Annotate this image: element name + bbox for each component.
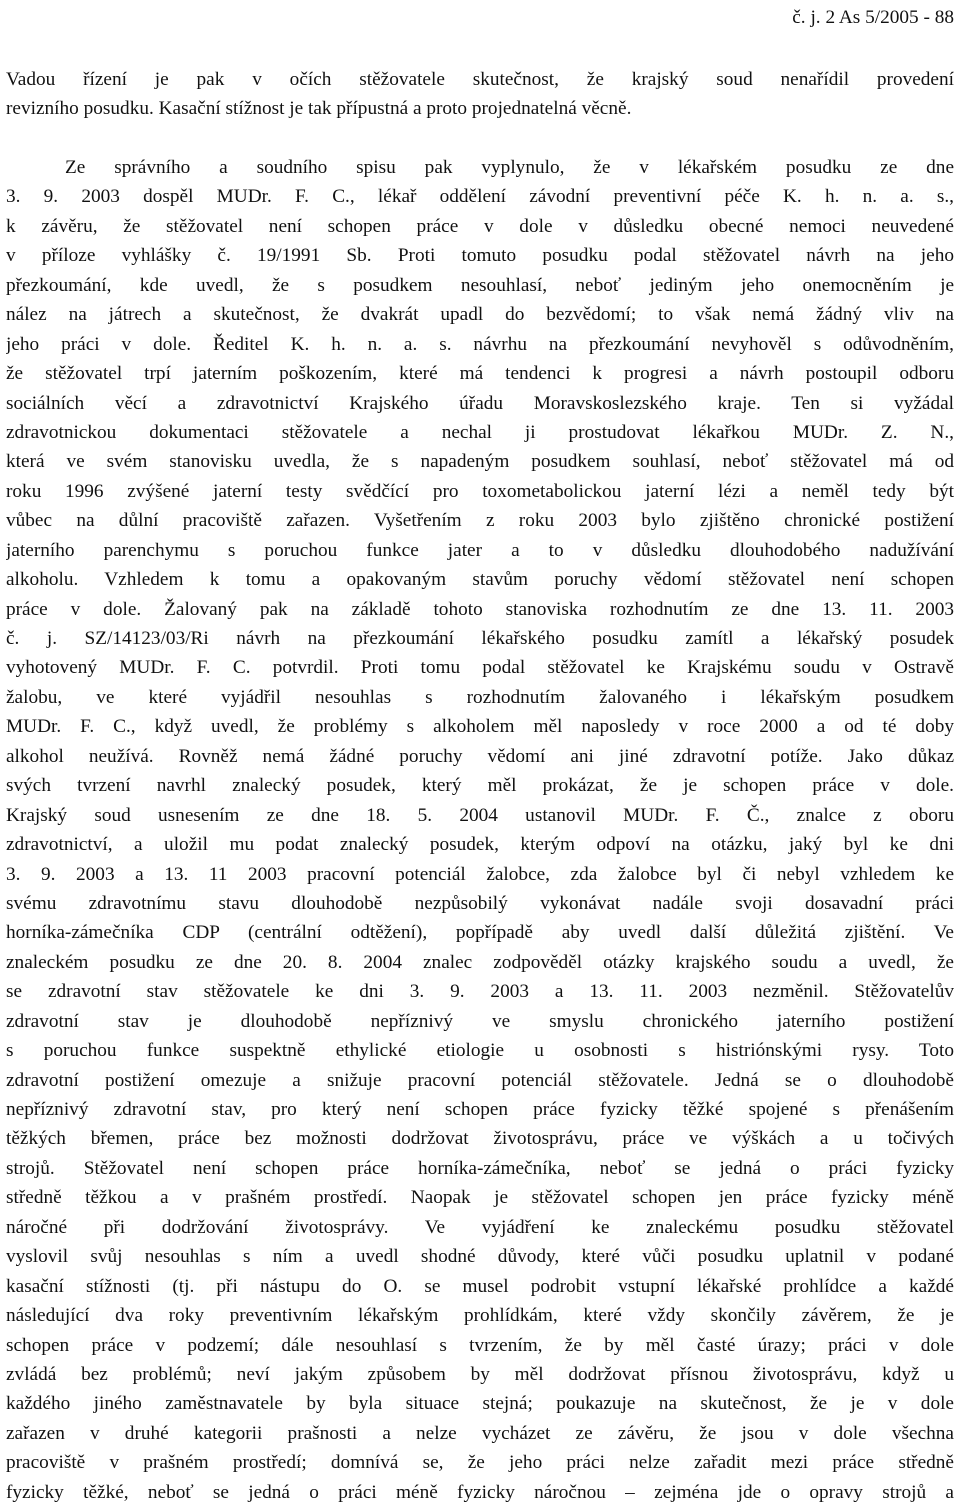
text-line: 3. 9. 2003 dospěl MUDr. F. C., lékař oddělení závodní preventivní péče K. h. n. a. s., — [6, 186, 954, 208]
text-line: Vadou řízení je pak v očích stěžovatele skutečnost, že krajský soud nenařídil provedení — [6, 69, 954, 90]
text-line: že stěžovatel trpí jaterním poškozením, které má tendenci k progresi a návrh postoupil odboru — [6, 363, 954, 385]
text-line: k závěru, že stěžovatel není schopen práce v dole v důsledku obecné nemoci neuvedené — [6, 215, 954, 237]
text-line: schopen práce v podzemí; dále nesouhlasí s tvrzením, že by měl časté úrazy; práci v dole — [6, 1334, 954, 1356]
text-line: těžkých břemen, práce bez možnosti dodržovat životosprávu, práce ve výškách a u točivých — [6, 1128, 954, 1150]
text-line: revizního posudku. Kasační stížnost je tak přípustná a proto projednatelná věcně. — [6, 98, 632, 120]
text-line: práce v dole. Žalovaný pak na základě tohoto stanoviska rozhodnutím ze dne 13. 11. 2003 — [6, 598, 954, 620]
text-line: jeho práci v dole. Ředitel K. h. n. a. s. návrhu na přezkoumání nevyhověl s odůvodněním, — [6, 333, 954, 355]
text-line: nález na játrech a skutečnost, že dvakrát upadl do bezvědomí; to však nemá žádný vliv na — [6, 304, 954, 326]
text-line: jaterního parenchymu s poruchou funkce jater a to v důsledku dlouhodobého nadužívání — [6, 539, 954, 561]
text-line: zdravotní stav je dlouhodobě nepříznivý ve smyslu chronického jaterního postižení — [6, 1010, 954, 1032]
text-line: strojů. Stěžovatel není schopen práce horníka-zámečníka, neboť se jedná o práci fyzicky — [6, 1157, 954, 1179]
text-line: středně těžkou a v prašném prostředí. Naopak je stěžovatel schopen jen práce fyzicky méně — [6, 1187, 954, 1209]
text-line: každého jiného zaměstnavatele by byla situace stejná; poukazuje na skutečnost, že je v dole — [6, 1393, 954, 1415]
text-line: zdravotnictví, a uložil mu podat znalecký posudek, kterým odpoví na otázku, jaký byl ke dni — [6, 834, 954, 856]
paragraph-2 — [6, 153, 954, 1507]
text-line: svých tvrzení navrhl znalecký posudek, který měl prokázat, že je schopen práce v dole. — [6, 775, 954, 797]
text-line: nepříznivý zdravotní stav, pro který není schopen práce fyzicky těžké spojené s přenášením — [6, 1099, 954, 1120]
text-line: 3. 9. 2003 a 13. 11 2003 pracovní potenciál žalobce, zda žalobce byl či nebyl vzhledem ke — [6, 863, 954, 885]
text-line: se zdravotní stav stěžovatele ke dni 3. 9. 2003 a 13. 11. 2003 nezměnil. Stěžovatelův — [6, 981, 954, 1003]
text-line: žalobu, ve které vyjádřil nesouhlas s rozhodnutím žalovaného i lékařským posudkem — [6, 686, 954, 708]
text-line: č. j. SZ/14123/03/Ri návrh na přezkoumání lékařského posudku zamítl a lékařský posudek — [6, 628, 954, 649]
case-number-header: č. j. 2 As 5/2005 - 88 — [792, 7, 954, 28]
text-line: zvládá bez problémů; neví jakým způsobem by měl dodržovat přísnou životosprávu, když u — [6, 1363, 954, 1385]
text-line: vyhotovený MUDr. F. C. potvrdil. Proti tomu podal stěžovatel ke Krajskému soudu v Ostravě — [6, 657, 954, 679]
text-line: zdravotnickou dokumentaci stěžovatele a nechal ji prostudovat lékařkou MUDr. Z. N., — [6, 421, 954, 443]
text-line: vůbec na důlní pracoviště zařazen. Vyšetřením z roku 2003 bylo zjištěno chronické postižení — [6, 510, 954, 532]
text-line: sociálních věcí a zdravotnictví Krajského úřadu Moravskoslezského kraje. Ten si vyžádal — [6, 392, 954, 414]
text-line: kasační stížnosti (tj. při nástupu do O. se musel podrobit vstupní lékařské prohlídce a každé — [6, 1275, 954, 1297]
text-line: znaleckém posudku ze dne 20. 8. 2004 znalec zodpověděl otázky krajského soudu a uvedl, že — [6, 951, 954, 973]
text-line: zařazen v druhé kategorii prašnosti a nelze vycházet ze závěru, že jsou v dole všechna — [6, 1422, 954, 1444]
text-line: MUDr. F. C., když uvedl, že problémy s alkoholem měl naposledy v roce 2000 a od té doby — [6, 716, 954, 738]
text-line: alkohol neužívá. Rovněž nemá žádné poruchy vědomí ani jiné zdravotní potíže. Jako důkaz — [6, 745, 954, 767]
text-line: přezkoumání, kde uvedl, že s posudkem nesouhlasí, neboť jediným jeho onemocněním je — [6, 274, 954, 296]
text-line: horníka-zámečníka CDP (centrální odtěžení), popřípadě aby uvedl další důležitá zjištění. Ve — [6, 922, 954, 944]
text-line: pracoviště v prašném prostředí; domnívá se, že jeho práci nelze zařadit mezi práce středně — [6, 1452, 954, 1474]
text-line: která ve svém stanovisku uvedla, že s napadeným posudkem souhlasí, neboť stěžovatel má od — [6, 451, 954, 473]
text-line: zdravotní postižení omezuje a snižuje pracovní potenciál stěžovatele. Jedná se o dlouhodobě — [6, 1069, 954, 1091]
text-line: fyzicky těžké, neboť se jedná o práci méně fyzicky náročnou – zejména jde o opravy strojů a — [6, 1481, 954, 1503]
text-line: Ze správního a soudního spisu pak vyplynulo, že v lékařském posudku ze dne — [65, 157, 954, 178]
text-line: v příloze vyhlášky č. 19/1991 Sb. Proti tomuto posudku podal stěžovatel návrh na jeho — [6, 245, 954, 267]
text-line: roku 1996 zvýšené jaterní testy svědčící pro toxometabolickou jaterní lézi a neměl tedy být — [6, 480, 954, 502]
text-line: alkoholu. Vzhledem k tomu a opakovaným stavům poruchy vědomí stěžovatel není schopen — [6, 569, 954, 591]
text-line: vyslovil svůj nesouhlas s ním a uvedl shodné důvody, které vůči posudku uplatnil v podané — [6, 1246, 954, 1268]
text-line: náročné při dodržování životosprávy. Ve vyjádření ke znaleckému posudku stěžovatel — [6, 1216, 954, 1238]
text-line: svému zdravotnímu stavu dlouhodobě nezpůsobilý vykonávat nadále svoji dosavadní práci — [6, 892, 954, 914]
text-line: následující dva roky preventivním lékařským prohlídkám, které vždy skončily závěrem, že je — [6, 1305, 954, 1327]
text-line: Krajský soud usnesením ze dne 18. 5. 2004 ustanovil MUDr. F. Č., znalce z oboru — [6, 804, 954, 826]
paragraph-1 — [6, 65, 954, 124]
text-line: s poruchou funkce suspektně ethylické etiologie u osobnosti s histriónskými rysy. Toto — [6, 1040, 954, 1062]
